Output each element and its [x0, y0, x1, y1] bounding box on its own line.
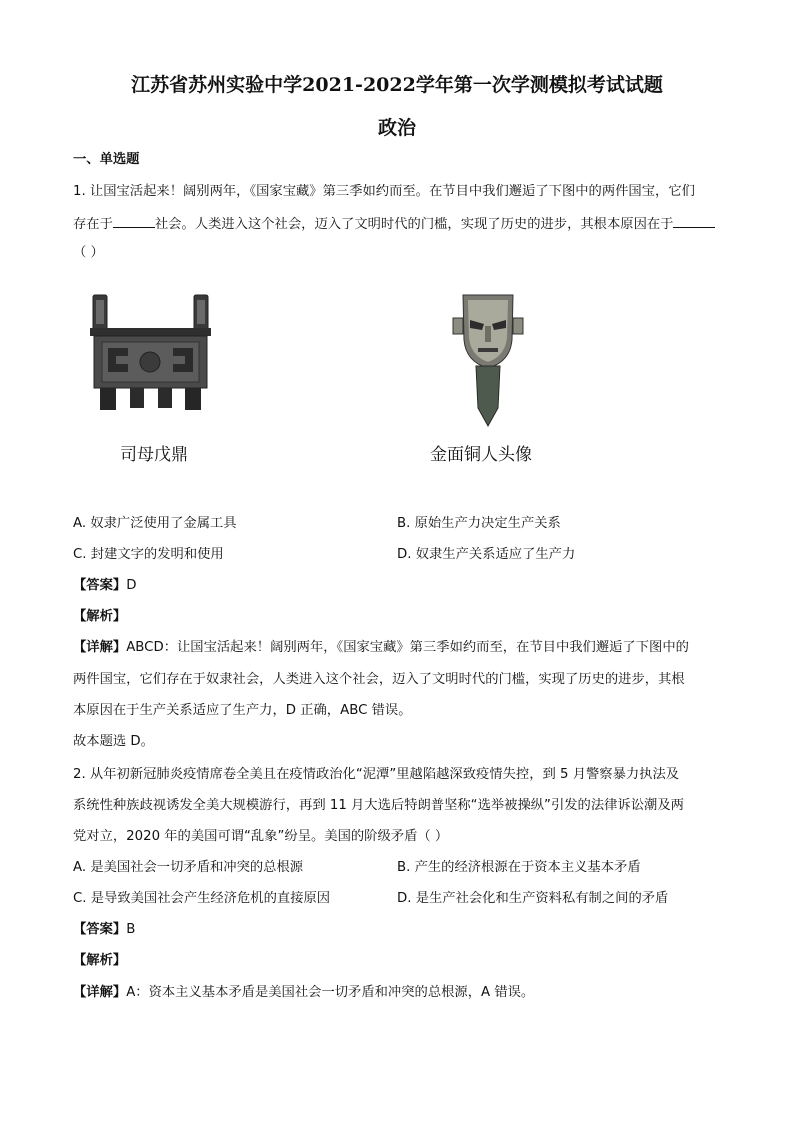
q1-blank-1 [113, 213, 155, 228]
q2-stem-line3: 党对立，2020 年的美国可谓“乱象”纷呈。美国的阶级矛盾（ ） [73, 829, 449, 844]
q2-analysis-heading: 【解析】 [73, 953, 127, 968]
q1-stem-line3: （ ） [73, 245, 104, 260]
q2-stem-line2: 系统性种族歧视诱发全美大规模游行，再到 11 月大选后特朗普坚称“选举被操纵”引发的法律诉讼潮及两 [73, 798, 684, 813]
q1-option-d[interactable]: D. 奴隶生产关系适应了生产力 [397, 547, 576, 562]
exam-title: 江苏省苏州实验中学2021-2022学年第一次学测模拟考试试题 [131, 74, 663, 96]
q1-blank-2 [673, 213, 715, 228]
q1-option-a[interactable]: A. 奴隶广泛使用了金属工具 [73, 516, 237, 531]
q1-answer: 【答案】D [73, 578, 137, 593]
simuwu-ding-image [88, 292, 213, 412]
q2-stem-line1: 2. 从年初新冠肺炎疫情席卷全美且在疫情政治化“泥潭”里越陷越深致疫情失控，到 5 月警察暴力执法及 [73, 767, 680, 782]
q2-option-c[interactable]: C. 是导致美国社会产生经济危机的直接原因 [73, 891, 331, 906]
q1-detail-line3: 本原因在于生产关系适应了生产力，D 正确，ABC 错误。 [73, 703, 412, 718]
q1-option-c[interactable]: C. 封建文字的发明和使用 [73, 547, 224, 562]
q1-detail-line2: 两件国宝，它们存在于奴隶社会，人类进入这个社会，迈入了文明时代的门槛，实现了历史的进步，其根 [73, 672, 685, 687]
caption-simuwu-ding: 司母戊鼎 [120, 445, 188, 465]
caption-bronze-head: 金面铜人头像 [430, 445, 532, 465]
q1-analysis-heading: 【解析】 [73, 609, 127, 624]
exam-subject: 政治 [377, 117, 416, 139]
gold-mask-bronze-head-image [448, 290, 528, 430]
q1-option-b[interactable]: B. 原始生产力决定生产关系 [397, 516, 561, 531]
section-heading: 一、单选题 [73, 152, 140, 167]
q2-answer: 【答案】B [73, 922, 136, 937]
q2-option-b[interactable]: B. 产生的经济根源在于资本主义基本矛盾 [397, 860, 641, 875]
q1-stem-line1: 1. 让国宝活起来！阔别两年，《国家宝藏》第三季如约而至。在节目中我们邂逅了下图中的两件国宝，它们 [73, 184, 695, 199]
q2-detail-line1: 【详解】A：资本主义基本矛盾是美国社会一切矛盾和冲突的总根源，A 错误。 [73, 985, 535, 1000]
q1-conclusion: 故本题选 D。 [73, 734, 154, 749]
q1-stem-line2: 存在于 社会。人类进入这个社会，迈入了文明时代的门槛，实现了历史的进步，其根本原因在于 [73, 213, 715, 235]
q2-option-a[interactable]: A. 是美国社会一切矛盾和冲突的总根源 [73, 860, 304, 875]
q1-detail-line1: 【详解】ABCD：让国宝活起来！阔别两年，《国家宝藏》第三季如约而至，在节目中我们邂逅了下图中的 [73, 640, 689, 655]
q2-option-d[interactable]: D. 是生产社会化和生产资料私有制之间的矛盾 [397, 891, 669, 906]
